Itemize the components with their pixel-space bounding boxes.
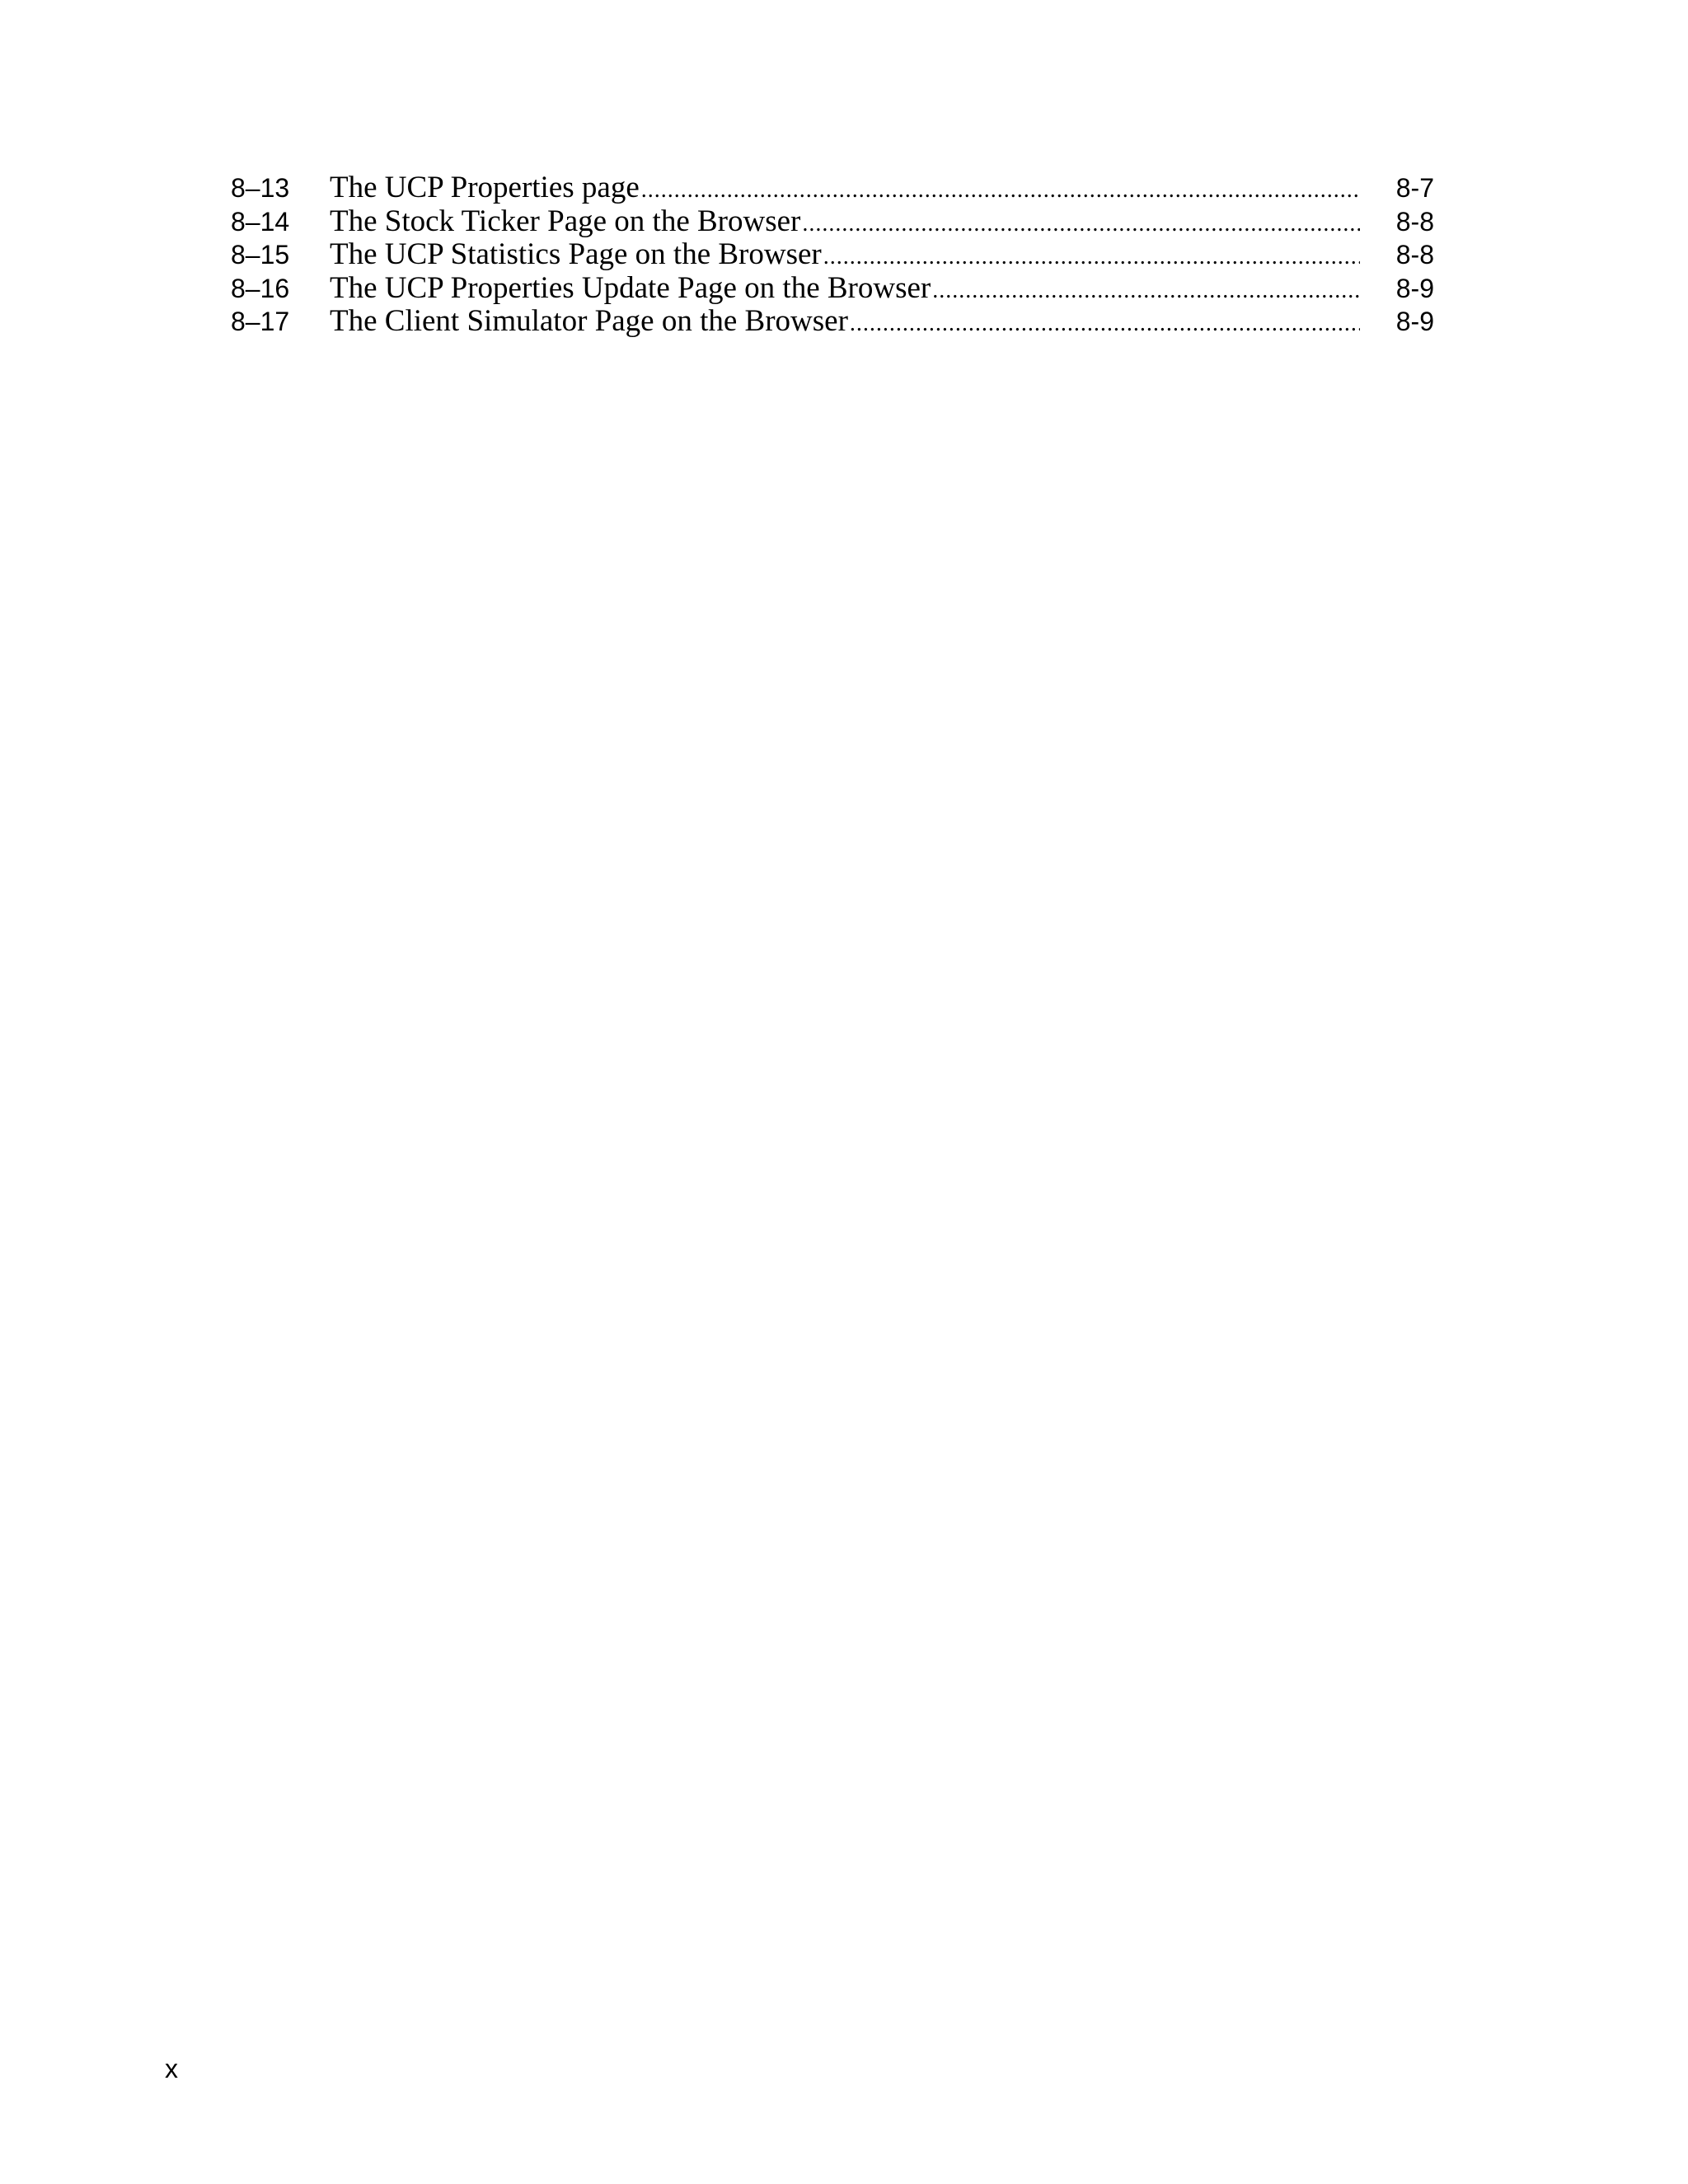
dot-leader bbox=[800, 208, 1360, 241]
toc-entry[interactable] bbox=[231, 171, 1434, 205]
dot-leader bbox=[640, 174, 1360, 208]
page-number: 8-9 bbox=[1395, 307, 1434, 336]
dot-leader bbox=[931, 274, 1360, 308]
figure-number: 8–15 bbox=[231, 240, 290, 269]
figure-title-line bbox=[330, 171, 1360, 208]
figure-title-line bbox=[330, 305, 1360, 341]
toc-entry[interactable] bbox=[231, 238, 1434, 272]
figure-title: The Stock Ticker Page on the Browser bbox=[330, 204, 801, 238]
toc-entry[interactable] bbox=[231, 305, 1434, 339]
figure-title-line bbox=[330, 238, 1360, 274]
figure-number: 8–14 bbox=[231, 206, 290, 237]
page-number: 8-9 bbox=[1395, 273, 1434, 303]
page-number: 8-8 bbox=[1395, 206, 1434, 237]
table-of-figures bbox=[231, 171, 1434, 339]
page-number: 8-8 bbox=[1395, 240, 1434, 269]
figure-number: 8–17 bbox=[231, 307, 290, 336]
figure-title-line bbox=[330, 272, 1360, 308]
dot-leader bbox=[822, 241, 1360, 274]
figure-title: The UCP Statistics Page on the Browser bbox=[330, 238, 822, 271]
figure-title: The UCP Properties page bbox=[330, 171, 640, 204]
figure-title: The Client Simulator Page on the Browser bbox=[330, 305, 848, 338]
toc-entry[interactable] bbox=[231, 205, 1434, 239]
figure-number: 8–13 bbox=[231, 173, 290, 203]
figure-number: 8–16 bbox=[231, 273, 290, 303]
page-folio: x bbox=[165, 2054, 178, 2083]
toc-entry[interactable] bbox=[231, 272, 1434, 306]
figure-title: The UCP Properties Update Page on the Browser bbox=[330, 271, 931, 305]
figure-title-line bbox=[330, 205, 1360, 241]
dot-leader bbox=[848, 307, 1360, 341]
page-number: 8-7 bbox=[1395, 173, 1434, 203]
